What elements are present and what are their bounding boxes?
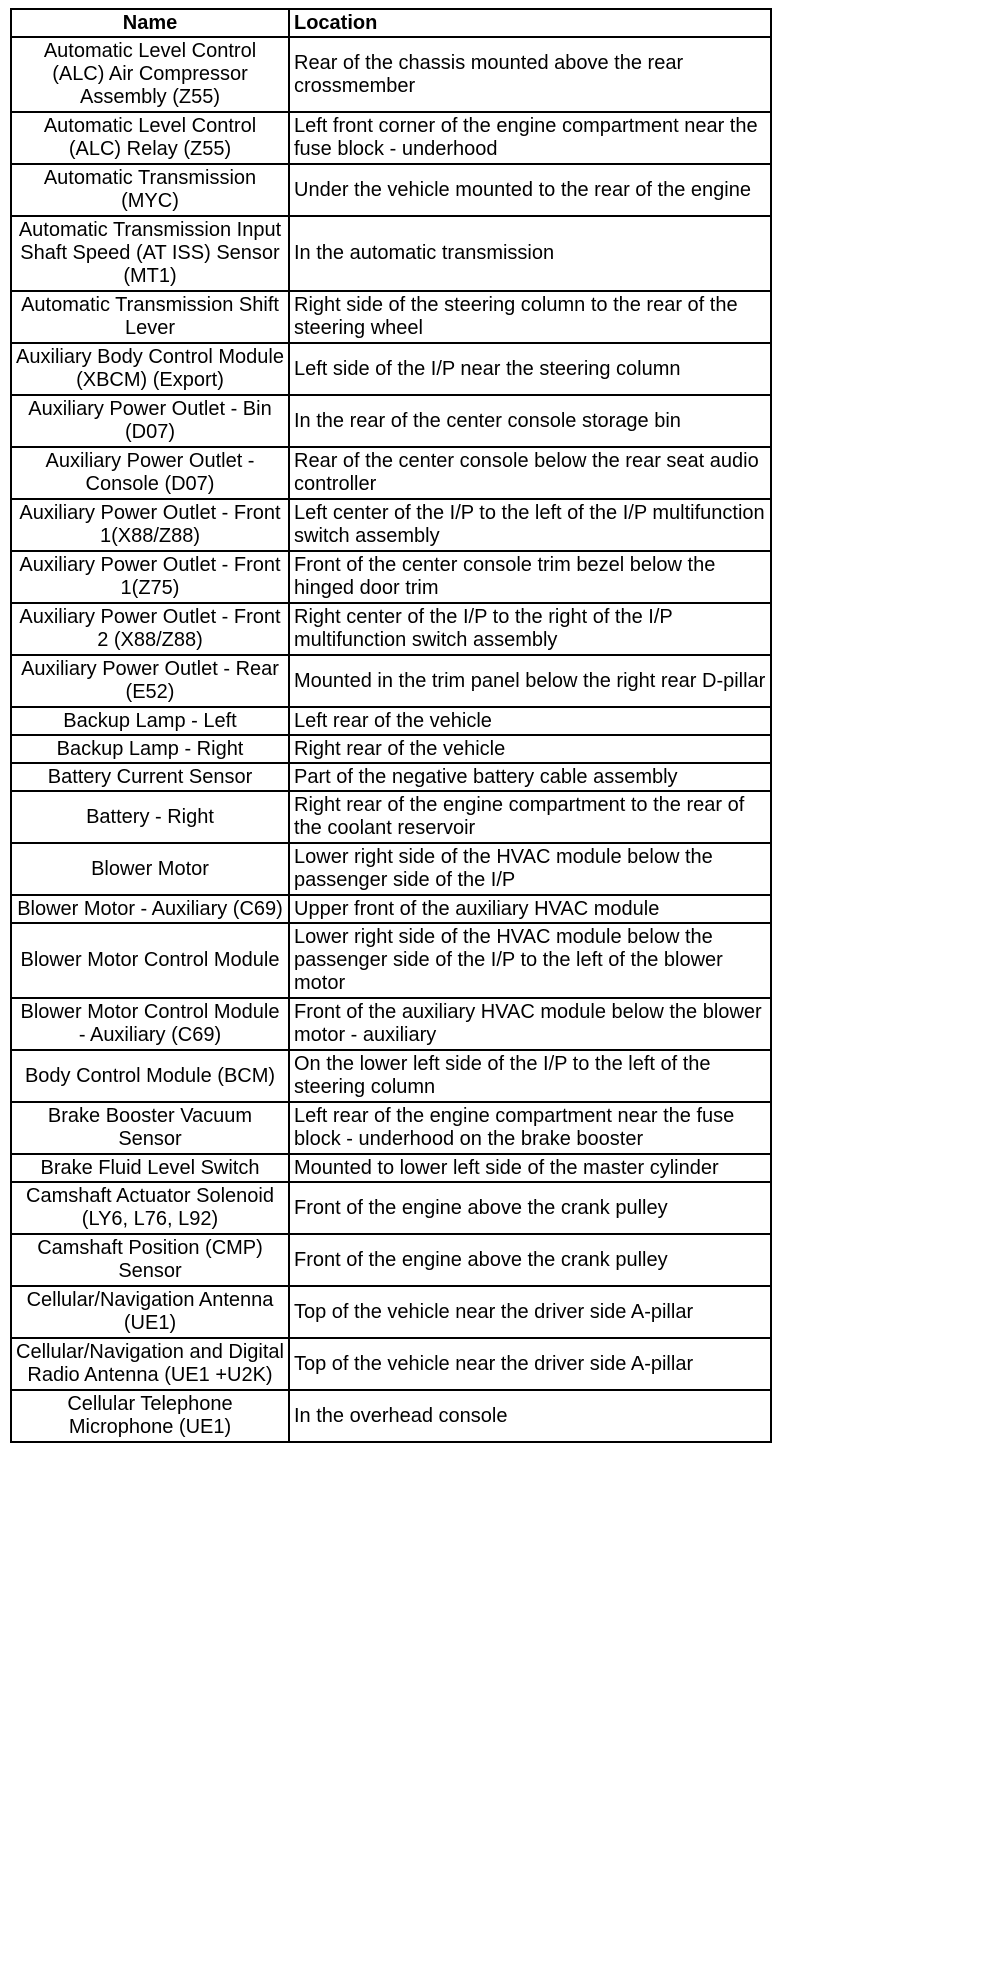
component-location: Right center of the I/P to the right of the I/P multifunction switch assembly [289,603,771,655]
component-location: Top of the vehicle near the driver side A-pillar [289,1338,771,1390]
component-location-table [10,8,772,1443]
component-name: Automatic Transmission Input Shaft Speed (AT ISS) Sensor (MT1) [11,216,289,291]
table-row [11,791,771,843]
component-location: Left center of the I/P to the left of the I/P multifunction switch assembly [289,499,771,551]
component-location: In the overhead console [289,1390,771,1442]
table-header-row [11,9,771,37]
component-name: Auxiliary Power Outlet - Front 1(X88/Z88) [11,499,289,551]
component-location: Rear of the chassis mounted above the rear crossmember [289,37,771,112]
table-row [11,1234,771,1286]
component-name: Backup Lamp - Right [11,735,289,763]
component-location: Left rear of the engine compartment near the fuse block - underhood on the brake booster [289,1102,771,1154]
component-name: Blower Motor Control Module [11,923,289,998]
component-name: Auxiliary Power Outlet - Rear (E52) [11,655,289,707]
component-name: Battery Current Sensor [11,763,289,791]
table-row [11,843,771,895]
table-row [11,37,771,112]
component-location: On the lower left side of the I/P to the left of the steering column [289,1050,771,1102]
component-location: Rear of the center console below the rear seat audio controller [289,447,771,499]
component-location: Left side of the I/P near the steering column [289,343,771,395]
table-row [11,1390,771,1442]
component-location: Front of the engine above the crank pulley [289,1234,771,1286]
component-location: In the rear of the center console storage bin [289,395,771,447]
component-name: Auxiliary Power Outlet - Bin (D07) [11,395,289,447]
component-name: Brake Fluid Level Switch [11,1154,289,1182]
component-name: Cellular/Navigation and Digital Radio Antenna (UE1 +U2K) [11,1338,289,1390]
component-name: Automatic Transmission (MYC) [11,164,289,216]
table-row [11,998,771,1050]
column-header-location: Location [289,9,771,37]
table-row [11,291,771,343]
table-row [11,1286,771,1338]
table-row [11,343,771,395]
component-location: Front of the auxiliary HVAC module below the blower motor - auxiliary [289,998,771,1050]
component-name: Auxiliary Power Outlet - Console (D07) [11,447,289,499]
component-name: Blower Motor - Auxiliary (C69) [11,895,289,923]
component-name: Auxiliary Power Outlet - Front 2 (X88/Z88) [11,603,289,655]
table-row [11,763,771,791]
component-name: Body Control Module (BCM) [11,1050,289,1102]
table-row [11,551,771,603]
table-row [11,164,771,216]
table-row [11,1182,771,1234]
component-name: Camshaft Actuator Solenoid (LY6, L76, L92) [11,1182,289,1234]
component-location: Front of the engine above the crank pulley [289,1182,771,1234]
component-location: Mounted in the trim panel below the right rear D-pillar [289,655,771,707]
table-row [11,1050,771,1102]
column-header-name: Name [11,9,289,37]
component-location: Front of the center console trim bezel below the hinged door trim [289,551,771,603]
component-name: Automatic Transmission Shift Lever [11,291,289,343]
table-row [11,447,771,499]
table-row [11,655,771,707]
component-location: Right rear of the vehicle [289,735,771,763]
component-location: Left front corner of the engine compartment near the fuse block - underhood [289,112,771,164]
component-location: In the automatic transmission [289,216,771,291]
table-row [11,603,771,655]
component-location: Lower right side of the HVAC module below the passenger side of the I/P [289,843,771,895]
component-name: Auxiliary Body Control Module (XBCM) (Export) [11,343,289,395]
table-row [11,1338,771,1390]
component-name: Cellular Telephone Microphone (UE1) [11,1390,289,1442]
table-row [11,1154,771,1182]
component-name: Blower Motor Control Module - Auxiliary (C69) [11,998,289,1050]
table-row [11,707,771,735]
component-name: Backup Lamp - Left [11,707,289,735]
component-location: Under the vehicle mounted to the rear of the engine [289,164,771,216]
table-row [11,112,771,164]
component-name: Battery - Right [11,791,289,843]
table-row [11,216,771,291]
component-location: Right rear of the engine compartment to the rear of the coolant reservoir [289,791,771,843]
table-row [11,499,771,551]
component-location: Mounted to lower left side of the master cylinder [289,1154,771,1182]
component-name: Auxiliary Power Outlet - Front 1(Z75) [11,551,289,603]
component-name: Blower Motor [11,843,289,895]
component-location: Lower right side of the HVAC module below the passenger side of the I/P to the left of the blower motor [289,923,771,998]
table-row [11,395,771,447]
component-name: Brake Booster Vacuum Sensor [11,1102,289,1154]
table-row [11,1102,771,1154]
table-row [11,923,771,998]
component-location: Top of the vehicle near the driver side A-pillar [289,1286,771,1338]
component-name: Cellular/Navigation Antenna (UE1) [11,1286,289,1338]
component-name: Automatic Level Control (ALC) Air Compressor Assembly (Z55) [11,37,289,112]
component-name: Camshaft Position (CMP) Sensor [11,1234,289,1286]
table-row [11,735,771,763]
component-location: Right side of the steering column to the rear of the steering wheel [289,291,771,343]
table-row [11,895,771,923]
component-location: Left rear of the vehicle [289,707,771,735]
component-location: Part of the negative battery cable assembly [289,763,771,791]
component-location: Upper front of the auxiliary HVAC module [289,895,771,923]
component-name: Automatic Level Control (ALC) Relay (Z55) [11,112,289,164]
